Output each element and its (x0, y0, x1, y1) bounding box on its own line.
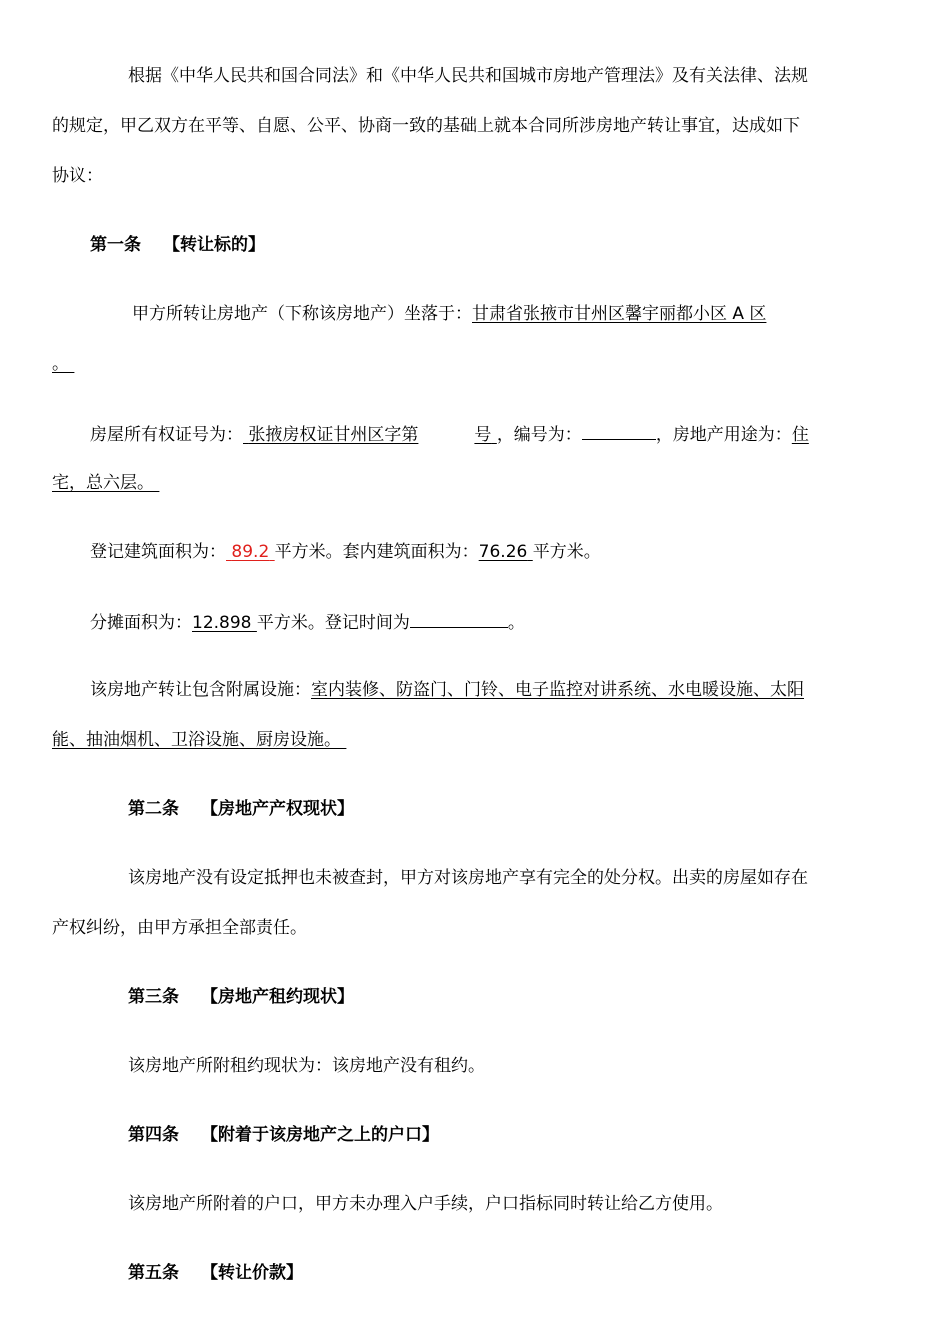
certificate-value: 张掖房权证甘州区字第 (248, 425, 419, 445)
preamble-text-2: 的规定，甲乙双方在平等、自愿、公平、协商一致的基础上就本合同所涉房地产转让事宜，达成如下 (52, 116, 800, 136)
location-line-end (52, 352, 898, 376)
preamble-text-1: 根据《中华人民共和国合同法》和《中华人民共和国城市房地产管理法》及有关法律、法规 (128, 66, 808, 86)
certificate-label: 房屋所有权证号为： (90, 425, 243, 445)
preamble-line-3 (52, 164, 898, 188)
article-2-title: 【房地产产权现状】 (201, 799, 354, 819)
serial-label: ，编号为： (496, 425, 582, 445)
facilities-label: 该房地产转让包含附属设施： (90, 680, 311, 700)
article-4-body (128, 1192, 898, 1216)
area-label: 登记建筑面积为： (90, 542, 226, 562)
preamble-line-1 (128, 64, 898, 88)
facilities-line (90, 678, 898, 702)
article-4-title: 【附着于该房地产之上的户口】 (201, 1125, 439, 1145)
certificate-line (90, 421, 898, 445)
article-5-number: 第五条 (128, 1263, 179, 1283)
use-line-end (52, 471, 898, 495)
serial-blank (582, 421, 656, 440)
location-value: 甘肃省张掖市甘州区馨宇丽都小区 A 区 (472, 304, 767, 324)
inner-area-value: 76.26 (478, 542, 528, 562)
facilities-line-end (52, 728, 898, 752)
article-2-heading (128, 797, 898, 821)
article-4-heading (128, 1123, 898, 1147)
article-4-text: 该房地产所附着的户口，甲方未办理入户手续，户口指标同时转让给乙方使用。 (128, 1194, 723, 1214)
preamble-line-2 (52, 114, 898, 138)
area-line (90, 540, 898, 564)
shared-area-value: 12.898 (192, 613, 252, 633)
article-1-title: 【转让标的】 (163, 235, 265, 255)
article-2-body-line-2 (52, 916, 898, 940)
inner-area-label: 平方米。套内建筑面积为： (274, 542, 479, 562)
article-2-text-1: 该房地产没有设定抵押也未被查封，甲方对该房地产享有完全的处分权。出卖的房屋如存在 (128, 868, 808, 888)
article-3-text: 该房地产所附租约现状为：该房地产没有租约。 (128, 1056, 485, 1076)
article-3-heading (128, 985, 898, 1009)
inner-area-unit: 平方米。 (532, 542, 601, 562)
location-end: 。 (52, 354, 69, 374)
registration-date-end: 。 (507, 613, 525, 633)
certificate-suffix: 号 (474, 425, 492, 445)
article-3-title: 【房地产租约现状】 (201, 987, 354, 1007)
article-5-title: 【转让价款】 (201, 1263, 303, 1283)
article-2-body-line-1 (128, 866, 898, 890)
shared-area-line (90, 609, 898, 633)
article-1-number: 第一条 (90, 235, 141, 255)
location-label: 甲方所转让房地产（下称该房地产）坐落于： (132, 304, 472, 324)
article-3-number: 第三条 (128, 987, 179, 1007)
registration-date-blank (410, 609, 508, 628)
use-label: ，房地产用途为： (655, 425, 792, 445)
use-value: 宅，总六层。 (52, 473, 154, 493)
preamble-text-3: 协议： (52, 166, 103, 186)
article-3-body (128, 1054, 898, 1078)
location-line (132, 302, 898, 326)
article-4-number: 第四条 (128, 1125, 179, 1145)
shared-area-label: 分摊面积为： (90, 613, 192, 633)
article-5-heading (128, 1261, 898, 1285)
article-2-number: 第二条 (128, 799, 179, 819)
article-2-text-2: 产权纠纷，由甲方承担全部责任。 (52, 918, 307, 938)
facilities-value-end: 能、抽油烟机、卫浴设施、厨房设施。 (52, 730, 341, 750)
use-value-start: 住 (791, 425, 809, 445)
article-1-heading (90, 233, 936, 257)
area-value: 89.2 (231, 542, 270, 562)
registration-date-label: 平方米。登记时间为 (256, 613, 410, 633)
facilities-value: 室内装修、防盗门、门铃、电子监控对讲系统、水电暖设施、太阳 (311, 680, 804, 700)
